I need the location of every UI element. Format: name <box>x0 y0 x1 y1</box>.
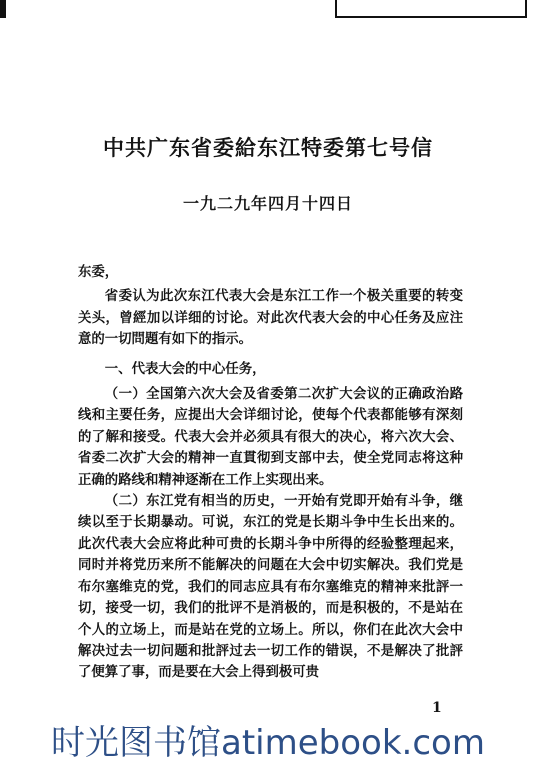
scan-frame-mark <box>335 0 527 18</box>
paragraph-2: （二）东江党有相当的历史，一开始有党即开始有斗争，继续以至于长期暴动。可说，东江的党是长期斗争中生长出来的。此次代表大会应将此种可贵的长期斗争中所得的经验整理起来，同时并将党历来所不能解决的问题在大会中切实解决。我们党是布尔塞维克的党，我们的同志应具有布尔塞维克的精神来批評一切，接受一切，我们的批评不是消极的，而是积极的，不是站在个人的立场上，而是站在党的立场上。所以，你们在此次大会中解决过去一切问题和批評过去一切工作的错误，不是解决了批評了便算了事，而是要在大会上得到极可贵 <box>78 493 463 681</box>
scan-edge-mark <box>0 0 6 18</box>
page-title: 中共广东省委給东江特委第七号信 <box>103 135 433 160</box>
letter-body <box>78 262 463 684</box>
letter-date: 一九二九年四月十四日 <box>182 194 353 213</box>
section-heading: 一、代表大会的中心任务， <box>104 360 266 377</box>
watermark-logo: 时光图书馆atimebook.com <box>51 723 485 763</box>
page-number: 1 <box>432 700 442 716</box>
paragraph-1: （一）全国第六次大会及省委第二次扩大会议的正确政治路线和主要任务，应提出大会详细讨论，使每个代表都能够有深刻的了解和接受。代表大会并必须具有很大的决心，将六次大会、省委二次扩大会的精神一直貫彻到支部中去，使全党同志将这种正确的路线和精神逐渐在工作上实现出来。 <box>78 386 463 488</box>
intro-paragraph: 省委认为此次东江代表大会是东江工作一个极关重要的转变关头，曾經加以详细的讨论。对此次代表大会的中心任务及应注意的一切問題有如下的指示。 <box>78 288 463 348</box>
salutation: 东委， <box>78 264 119 280</box>
